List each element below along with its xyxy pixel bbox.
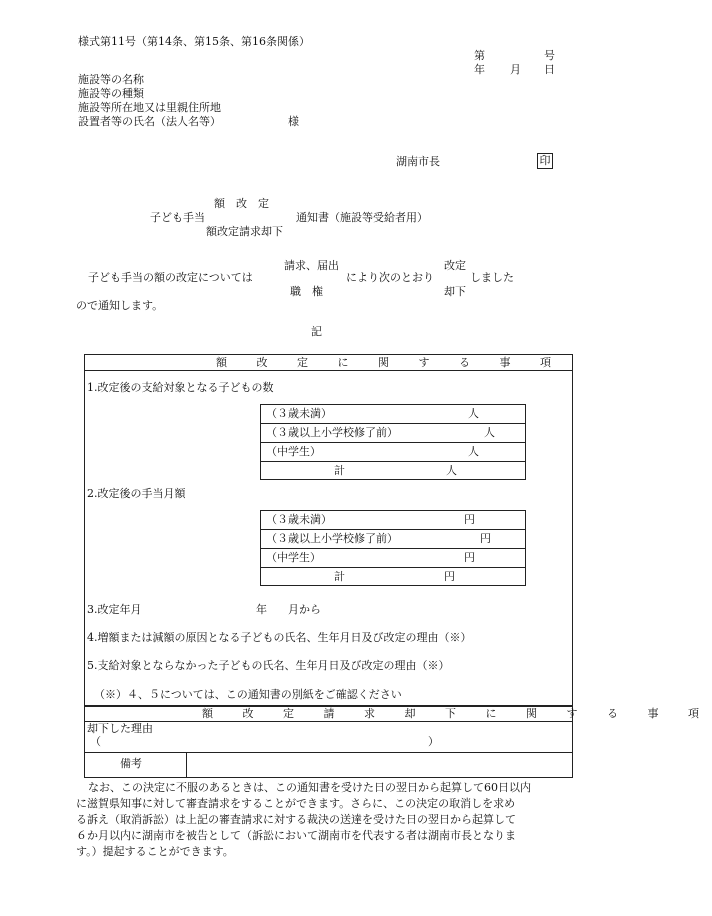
children-row-divider [260,442,526,443]
intro-option-request: 請求、届出 [284,259,339,272]
amount-row-divider [260,548,526,549]
appeal-notice-line3: る訴え（取消訴訟）は上記の審査請求に対する裁決の送達を受けた日の翌日から起算して [76,813,516,826]
intro-text-d: ので通知します。 [76,299,164,312]
children-row-label: （中学生） [266,445,321,458]
remarks-label: 備考 [120,757,142,770]
intro-option-dismiss: 却下 [444,285,466,298]
item3-label: 3.改定年月 [87,603,142,616]
honorific: 様 [288,115,299,128]
appeal-notice-line4: ６か月以内に湖南市を被告として（訴訟において湖南市を代表する者は湖南市長となりま [76,829,516,842]
children-total-label: 計 [334,464,345,477]
item4-label: 4.増額または減額の原因となる子どもの氏名、生年月日及び改定の理由（※） [87,631,472,644]
intro-option-revise: 改定 [444,259,466,272]
date-day: 日 [544,63,555,76]
facility-address-label: 施設等所在地又は里親住所地 [78,101,221,114]
intro-text-c: しました [470,271,514,284]
dismissal-reason-label: 却下した理由 [87,722,153,735]
appeal-notice-line5: す。）提起することができます。 [76,845,234,858]
reason-paren-open: （ [90,735,101,748]
form-number: 様式第11号（第14条、第15条、第16条関係） [78,35,310,48]
item2-label: 2.改定後の手当月額 [87,487,186,500]
children-row-unit: 人 [468,445,479,458]
issuer-title: 湖南市長 [396,155,440,168]
children-row-divider [260,423,526,424]
amount-row-divider [260,529,526,530]
seal-stamp: 印 [537,153,553,169]
intro-text-a: 子ども手当の額の改定については [88,271,253,284]
reason-paren-close: ） [428,735,439,748]
date-month: 月 [510,63,521,76]
amount-row-unit: 円 [464,551,475,564]
title-line1: 額 改 定 [214,197,269,210]
facility-type-label: 施設等の種類 [78,87,144,100]
children-row-unit: 人 [484,426,495,439]
children-row-divider [260,461,526,462]
item3-month: 月から [288,603,321,616]
amount-row-unit: 円 [464,513,475,526]
section2-header: 額 改 定 請 求 却 下 に 関 す る 事 項 [202,707,712,720]
amount-row-label: （３歳未満） [266,513,332,526]
children-row-label: （３歳未満） [266,407,332,420]
remarks-column-divider [186,752,187,778]
title-suffix: 通知書（施設等受給者用） [296,211,428,224]
amount-row-label: （中学生） [266,551,321,564]
amount-row-unit: 円 [480,532,491,545]
title-prefix: 子ども手当 [150,211,205,224]
item1-label: 1.改定後の支給対象となる子どもの数 [87,381,274,394]
number-dai: 第 [474,49,485,62]
amount-row-label: （３歳以上小学校修了前） [266,532,398,545]
appeal-notice-line2: に滋賀県知事に対して審査請求をすることができます。さらに、この決定の取消しを求め [76,797,516,810]
remarks-divider [84,752,573,753]
founder-name-label: 設置者等の氏名（法人名等） [78,115,221,128]
children-row-label: （３歳以上小学校修了前） [266,426,398,439]
children-total-unit: 人 [446,464,457,477]
appeal-notice-line1: なお、この決定に不服のあるときは、この通知書を受けた日の翌日から起算して60日以内 [88,781,531,794]
facility-name-label: 施設等の名称 [78,73,144,86]
ki-label: 記 [311,325,322,338]
section1-header-divider [84,370,573,371]
item3-year: 年 [256,603,267,616]
item5-label: 5.支給対象とならなかった子どもの氏名、生年月日及び改定の理由（※） [87,659,450,672]
amount-row-divider [260,567,526,568]
section2-header-divider [84,721,573,722]
intro-option-ex-officio: 職 権 [290,285,323,298]
date-year: 年 [474,63,485,76]
number-go: 号 [544,49,555,62]
amount-total-unit: 円 [444,570,455,583]
title-line3: 額改定請求却下 [206,225,283,238]
note-text: （※）４、５については、この通知書の別紙をご確認ください [94,688,402,701]
children-row-unit: 人 [468,407,479,420]
amount-total-label: 計 [334,570,345,583]
intro-text-b: により次のとおり [346,271,434,284]
section1-header: 額 改 定 に 関 す る 事 項 [216,356,564,369]
